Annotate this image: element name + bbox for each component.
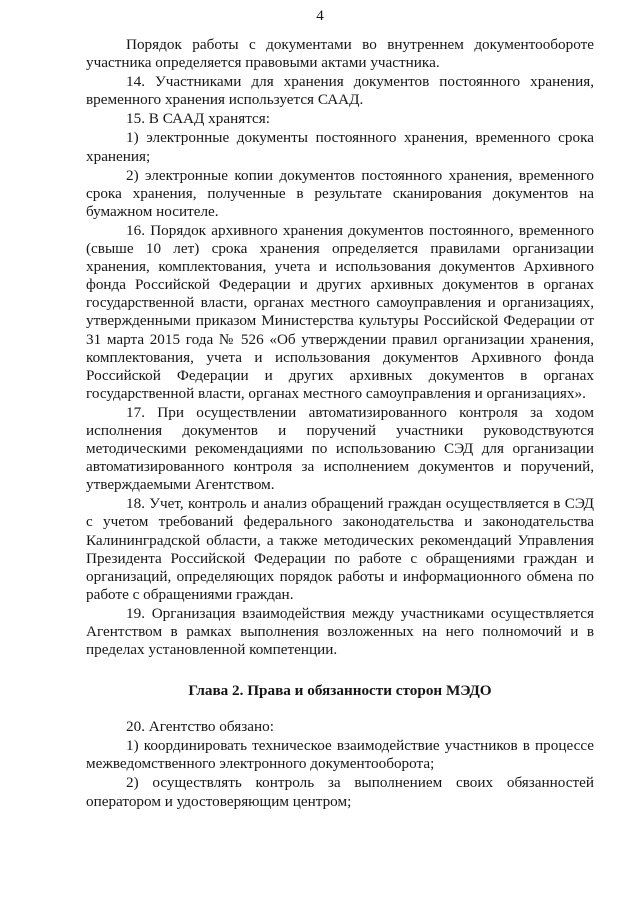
paragraph-20-item-1: 1) координировать техническое взаимодействие участников в процессе межведомственного электронного документооборота;	[86, 737, 594, 773]
paragraph-procedure: Порядок работы с документами во внутреннем документообороте участника определяется правовыми актами участника.	[86, 36, 594, 72]
paragraph-15: 15. В СААД хранятся:	[126, 110, 270, 128]
paragraph-20: 20. Агентство обязано:	[126, 718, 274, 736]
paragraph-17: 17. При осуществлении автоматизированного контроля за ходом исполнения документов и поручений участники руководствуются методическими рекомендациями по использованию СЭД для организации автоматизированного контроля за исполнением документов и поручений, утверждаемыми Агентством.	[86, 403, 594, 494]
paragraph-15-item-2: 2) электронные копии документов постоянного хранения, временного срока хранения, полученные в результате сканирования документов на бумажном носителе.	[86, 166, 594, 220]
paragraph-19: 19. Организация взаимодействия между участниками осуществляется Агентством в рамках выполнения возложенных на него полномочий и в пределах установленной компетенции.	[86, 604, 594, 659]
page-number: 4	[316, 8, 324, 24]
document-body	[86, 36, 594, 812]
paragraph-16: 16. Порядок архивного хранения документов постоянного, временного (свыше 10 лет) срока хранения определяется правилами организации хранения, комплектования, учета и использования документов Архивного фонда Российской Федерации и других архивных документов в органах государственной власти, органах местного самоуправления и организациях, утвержденными приказом Министерства культуры Российской Федерации от 31 марта 2015 года № 526 «Об утверждении правил организации хранения, комплектования, учета и использования документов Архивного фонда Российской Федерации и других архивных документов в органах государственной власти, органах местного самоуправления и организациях».	[86, 221, 594, 402]
paragraph-14: 14. Участниками для хранения документов постоянного хранения, временного хранения используется СААД.	[86, 73, 594, 109]
paragraph-20-item-2: 2) осуществлять контроль за выполнением своих обязанностей оператором и удостоверяющим центром;	[86, 774, 594, 810]
paragraph-15-item-1: 1) электронные документы постоянного хранения, временного срока хранения;	[86, 129, 594, 165]
chapter-heading: Глава 2. Права и обязанности сторон МЭДО	[188, 682, 492, 700]
paragraph-18: 18. Учет, контроль и анализ обращений граждан осуществляется в СЭД с учетом требований федерального законодательства и законодательства Калининградской области, а также методических рекомендаций Управления Президента Российской Федерации по работе с обращениями граждан и организаций, определяющих порядок работы и информационного обмена по работе с обращениями граждан.	[86, 495, 594, 603]
